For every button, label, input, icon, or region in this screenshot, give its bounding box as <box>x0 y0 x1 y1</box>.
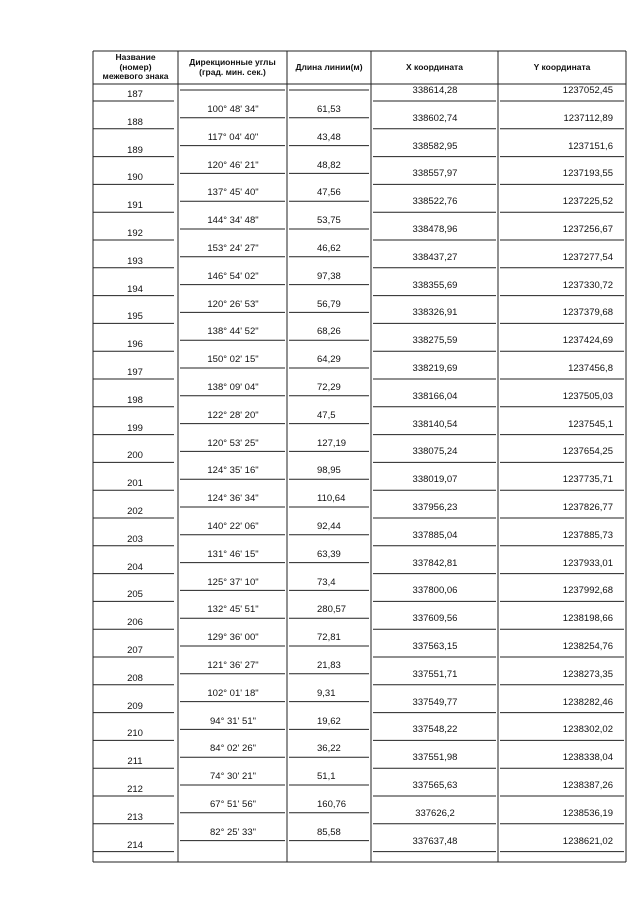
direction-angle: 150° 02' 15" <box>207 354 259 366</box>
y-coordinate: 1238282,46 <box>562 696 613 708</box>
direction-angle: 120° 53' 25" <box>207 437 259 449</box>
direction-angle: 140° 22' 06" <box>207 520 259 532</box>
mark-number: 203 <box>127 533 143 545</box>
header-line-length: Длина линии(м) <box>295 61 363 72</box>
mark-number: 198 <box>127 394 143 406</box>
mark-number: 204 <box>127 561 143 573</box>
mark-number: 191 <box>127 200 143 212</box>
line-length: 53,75 <box>317 215 341 227</box>
y-coordinate: 1237256,67 <box>562 224 613 235</box>
y-coordinate: 1238273,35 <box>562 668 613 680</box>
direction-angle: 120° 26' 53" <box>207 298 259 310</box>
line-length: 51,1 <box>317 771 336 783</box>
line-length: 9,31 <box>317 687 336 699</box>
header-direction-angles: Дирекционные углы (град. мин. сек.) <box>189 57 276 77</box>
header-y-coordinate: Y координата <box>533 61 591 72</box>
x-coordinate: 337548,22 <box>412 724 458 736</box>
direction-angle: 122° 28' 20" <box>207 409 259 421</box>
y-coordinate: 1238302,02 <box>562 724 613 736</box>
mark-number: 199 <box>127 422 143 434</box>
line-length: 63,39 <box>317 548 341 560</box>
y-coordinate: 1237379,68 <box>562 307 613 319</box>
x-coordinate: 338437,27 <box>412 251 458 263</box>
y-coordinate: 1237112,89 <box>563 112 613 124</box>
x-coordinate: 337800,06 <box>412 585 458 597</box>
line-length: 43,48 <box>317 131 341 143</box>
mark-number: 208 <box>127 672 143 684</box>
line-length: 46,62 <box>317 242 341 254</box>
y-coordinate: 1237330,72 <box>562 279 613 291</box>
mark-number: 189 <box>127 144 143 156</box>
direction-angle: 138° 44' 52" <box>207 326 259 338</box>
y-coordinate: 1237052,45 <box>562 85 613 96</box>
direction-angle: 102° 01' 18" <box>207 687 259 699</box>
line-length: 280,57 <box>317 604 347 616</box>
y-coordinate: 1237992,68 <box>562 585 613 597</box>
x-coordinate: 337549,77 <box>412 696 458 708</box>
y-coordinate: 1238254,76 <box>562 641 613 652</box>
mark-number: 200 <box>127 450 143 462</box>
line-length: 48,82 <box>317 159 341 171</box>
line-length: 47,5 <box>317 409 336 421</box>
x-coordinate: 338075,24 <box>412 446 458 458</box>
x-coordinate: 337609,56 <box>412 613 458 625</box>
mark-number: 190 <box>127 172 143 184</box>
x-coordinate: 337626,2 <box>415 807 455 819</box>
y-coordinate: 1237456,8 <box>568 363 613 374</box>
direction-angle: 153° 24' 27" <box>207 242 259 254</box>
direction-angle: 100° 48' 34" <box>207 103 259 115</box>
line-length: 127,19 <box>317 437 347 449</box>
line-length: 85,58 <box>317 826 341 838</box>
mark-number: 196 <box>127 339 143 351</box>
header-mark-name: Название (номер) межевого знака <box>102 52 169 82</box>
mark-number: 210 <box>127 728 143 740</box>
x-coordinate: 338522,76 <box>412 196 458 208</box>
direction-angle: 137° 45' 40" <box>207 187 259 199</box>
mark-number: 214 <box>127 839 143 851</box>
x-coordinate: 338355,69 <box>412 279 458 291</box>
x-coordinate: 338602,74 <box>412 112 458 124</box>
y-coordinate: 1238387,26 <box>562 780 613 791</box>
y-coordinate: 1237826,77 <box>562 502 613 513</box>
x-coordinate: 337565,63 <box>412 780 458 791</box>
x-coordinate: 338019,07 <box>412 474 458 486</box>
x-coordinate: 337551,71 <box>412 668 458 680</box>
x-coordinate: 338478,96 <box>412 224 458 235</box>
x-coordinate: 337551,98 <box>412 752 458 764</box>
line-length: 72,29 <box>317 381 341 393</box>
x-coordinate: 338140,54 <box>412 418 458 430</box>
mark-number: 197 <box>127 367 143 378</box>
direction-angle: 129° 36' 00" <box>207 632 259 644</box>
line-length: 21,83 <box>317 659 341 671</box>
mark-number: 209 <box>127 700 143 712</box>
header-x-coordinate: X координата <box>406 61 463 72</box>
y-coordinate: 1237885,73 <box>562 529 613 541</box>
x-coordinate: 338275,59 <box>412 335 458 347</box>
mark-number: 187 <box>127 89 143 100</box>
mark-number: 207 <box>127 645 143 656</box>
line-length: 61,53 <box>317 103 341 115</box>
direction-angle: 132° 45' 51" <box>207 604 259 616</box>
line-length: 64,29 <box>317 354 341 366</box>
y-coordinate: 1237193,55 <box>562 168 613 180</box>
y-coordinate: 1237933,01 <box>562 557 613 569</box>
mark-number: 192 <box>127 228 143 239</box>
x-coordinate: 337842,81 <box>412 557 458 569</box>
mark-number: 201 <box>127 478 143 490</box>
line-length: 73,4 <box>317 576 336 588</box>
x-coordinate: 337885,04 <box>412 529 458 541</box>
mark-number: 212 <box>127 784 143 795</box>
y-coordinate: 1238621,02 <box>562 835 613 847</box>
line-length: 92,44 <box>317 520 341 532</box>
line-length: 47,56 <box>317 187 341 199</box>
direction-angle: 131° 46' 15" <box>207 548 259 560</box>
y-coordinate: 1237424,69 <box>562 335 613 347</box>
y-coordinate: 1237654,25 <box>562 446 613 458</box>
direction-angle: 74° 30' 21" <box>210 771 256 783</box>
x-coordinate: 337563,15 <box>412 641 458 652</box>
mark-number: 193 <box>127 255 143 267</box>
line-length: 36,22 <box>317 743 341 755</box>
direction-angle: 121° 36' 27" <box>207 659 259 671</box>
line-length: 110,64 <box>317 493 346 505</box>
x-coordinate: 337637,48 <box>412 835 458 847</box>
x-coordinate: 338557,97 <box>412 168 458 180</box>
direction-angle: 84° 02' 26" <box>210 743 256 755</box>
mark-number: 211 <box>127 756 143 768</box>
y-coordinate: 1237545,1 <box>568 418 613 430</box>
line-length: 19,62 <box>317 715 341 727</box>
direction-angle: 94° 31' 51" <box>210 715 256 727</box>
mark-number: 213 <box>127 811 143 823</box>
mark-number: 194 <box>127 283 143 295</box>
y-coordinate: 1238198,66 <box>562 613 613 625</box>
y-coordinate: 1238338,04 <box>562 752 613 764</box>
direction-angle: 144° 34' 48" <box>207 215 259 227</box>
line-length: 160,76 <box>317 798 347 810</box>
x-coordinate: 338326,91 <box>412 307 458 319</box>
mark-number: 205 <box>127 589 143 601</box>
line-length: 68,26 <box>317 326 341 338</box>
direction-angle: 67° 51' 56" <box>210 798 256 810</box>
direction-angle: 120° 46' 21" <box>207 159 259 171</box>
direction-angle: 146° 54' 02" <box>207 270 259 282</box>
direction-angle: 125° 37' 10" <box>207 576 259 588</box>
x-coordinate: 338614,28 <box>412 85 458 96</box>
line-length: 72,81 <box>317 632 341 644</box>
line-length: 98,95 <box>317 465 341 477</box>
y-coordinate: 1237505,03 <box>562 390 613 402</box>
mark-number: 188 <box>127 116 143 128</box>
x-coordinate: 338582,95 <box>412 140 458 152</box>
x-coordinate: 337956,23 <box>412 502 458 513</box>
x-coordinate: 338219,69 <box>412 363 458 374</box>
x-coordinate: 338166,04 <box>412 390 458 402</box>
direction-angle: 82° 25' 33" <box>210 826 256 838</box>
direction-angle: 117° 04' 40" <box>207 131 259 143</box>
y-coordinate: 1237277,54 <box>562 251 613 263</box>
direction-angle: 124° 36' 34" <box>207 493 259 505</box>
y-coordinate: 1237151,6 <box>568 140 613 152</box>
line-length: 56,79 <box>317 298 341 310</box>
mark-number: 206 <box>127 617 143 629</box>
y-coordinate: 1238536,19 <box>562 807 613 819</box>
mark-number: 195 <box>127 311 143 323</box>
direction-angle: 138° 09' 04" <box>207 381 259 393</box>
y-coordinate: 1237225,52 <box>562 196 613 208</box>
y-coordinate: 1237735,71 <box>562 474 613 486</box>
line-length: 97,38 <box>317 270 341 282</box>
mark-number: 202 <box>127 506 143 517</box>
direction-angle: 124° 35' 16" <box>207 465 259 477</box>
